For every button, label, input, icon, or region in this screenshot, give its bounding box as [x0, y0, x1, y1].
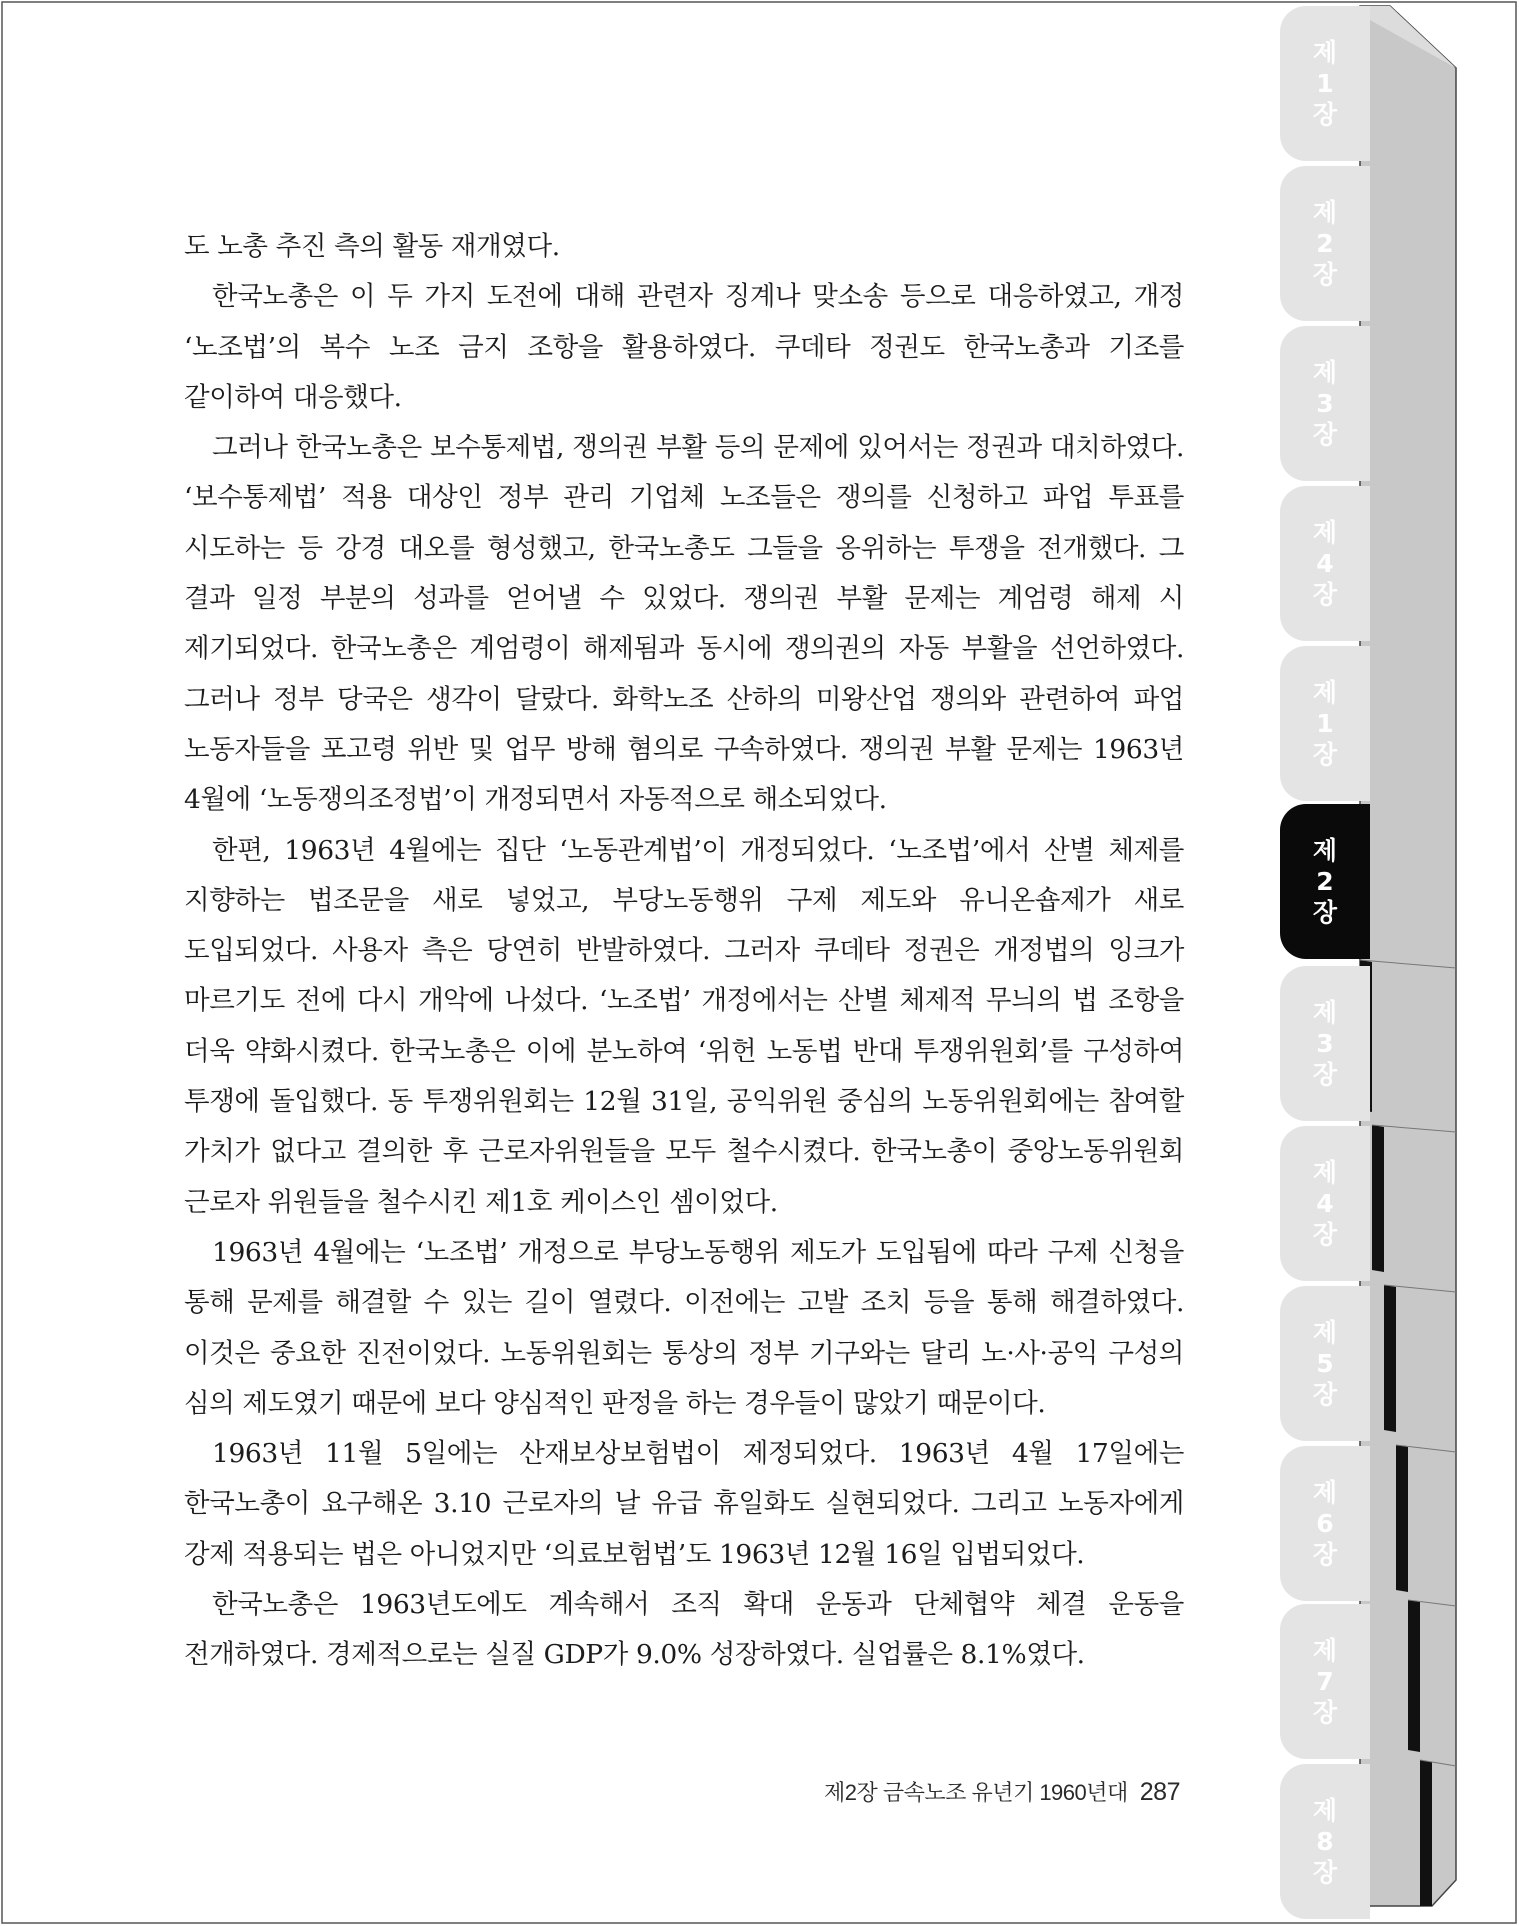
tab-char-bottom: 장: [1312, 260, 1338, 289]
chapter-tab[interactable]: [1280, 1126, 1370, 1281]
tab-char-top: 제: [1312, 358, 1338, 387]
tab-char-bottom: 장: [1312, 1858, 1338, 1887]
tab-char-bottom: 장: [1312, 1698, 1338, 1727]
tab-char-num: 2: [1316, 867, 1334, 896]
tab-char-bottom: 장: [1312, 100, 1338, 129]
tab-char-num: 7: [1316, 1667, 1334, 1696]
tab-char-num: 3: [1316, 389, 1334, 418]
running-title: 제2장 금속노조 유년기 1960년대: [823, 1780, 1128, 1805]
chapter-tab[interactable]: [1280, 486, 1370, 641]
tab-char-num: 4: [1316, 1189, 1334, 1218]
body-text: [184, 222, 1184, 1681]
tab-char-top: 제: [1312, 1158, 1338, 1187]
chapter-tab[interactable]: [1280, 1604, 1370, 1759]
tab-char-num: 1: [1316, 709, 1334, 738]
chapter-tab[interactable]: [1280, 1446, 1370, 1601]
tab-char-bottom: 장: [1312, 580, 1338, 609]
page-footer: [790, 1776, 1180, 1807]
tab-char-top: 제: [1312, 198, 1338, 227]
tab-char-bottom: 장: [1312, 1060, 1338, 1089]
tab-char-bottom: 장: [1312, 740, 1338, 769]
paragraph: 그러나 한국노총은 보수통제법, 쟁의권 부활 등의 문제에 있어서는 정권과 대치하였다. ‘보수통제법’ 적용 대상인 정부 관리 기업체 노조들은 쟁의를 신청하고 파업 투표를 시도하는 등 강경 대오를 형성했고, 한국노총도 그들을 옹위하는 투쟁을 전개했다. 그 결과 일정 부분의 성과를 얻어낼 수 있었다. 쟁의권 부활 문제는 계엄령 해제 시 제기되었다. 한국노총은 계엄령이 해제됨과 동시에 쟁의권의 자동 부활을 선언하였다. 그러나 정부 당국은 생각이 달랐다. 화학노조 산하의 미왕산업 쟁의와 관련하여 파업 노동자들을 포고령 위반 및 업무 방해 혐의로 구속하였다. 쟁의권 부활 문제는 1963년 4월에 ‘노동쟁의조정법’이 개정되면서 자동적으로 해소되었다.: [184, 432, 1184, 816]
tab-char-top: 제: [1312, 518, 1338, 547]
chapter-tab[interactable]: [1280, 646, 1370, 801]
tab-char-top: 제: [1312, 1318, 1338, 1347]
chapter-tab[interactable]: [1280, 326, 1370, 481]
tab-char-num: 3: [1316, 1029, 1334, 1058]
tab-char-top: 제: [1312, 678, 1338, 707]
paragraph: 1963년 4월에는 ‘노조법’ 개정으로 부당노동행위 제도가 도입됨에 따라 구제 신청을 통해 문제를 해결할 수 있는 길이 열렸다. 이전에는 고발 조치 등을 통해 해결하였다. 이것은 중요한 진전이었다. 노동위원회는 통상의 정부 기구와는 달리 노·사·공익 구성의 심의 제도였기 때문에 보다 양심적인 판정을 하는 경우들이 많았기 때문이다.: [184, 1236, 1184, 1419]
chapter-tab-active[interactable]: [1280, 804, 1370, 959]
tab-char-num: 2: [1316, 229, 1334, 258]
paragraph: 한국노총은 이 두 가지 도전에 대해 관련자 징계나 맞소송 등으로 대응하였고, 개정 ‘노조법’의 복수 노조 금지 조항을 활용하였다. 쿠데타 정권도 한국노총과 기조를 같이하여 대응했다.: [184, 281, 1184, 413]
tab-char-bottom: 장: [1312, 420, 1338, 449]
tab-char-num: 5: [1316, 1349, 1334, 1378]
chapter-tab[interactable]: [1280, 966, 1370, 1121]
tab-char-num: 6: [1316, 1509, 1334, 1538]
chapter-tab[interactable]: [1280, 1286, 1370, 1441]
page-number: 287: [1139, 1778, 1180, 1806]
paragraph: 1963년 11월 5일에는 산재보상보험법이 제정되었다. 1963년 4월 17일에는 한국노총이 요구해온 3.10 근로자의 날 유급 휴일화도 실현되었다. 그리고 노동자에게 강제 적용되는 법은 아니었지만 ‘의료보험법’도 1963년 12월 16일 입법되었다.: [184, 1438, 1184, 1570]
paragraph: 한편, 1963년 4월에는 집단 ‘노동관계법’이 개정되었다. ‘노조법’에서 산별 체제를 지향하는 법조문을 새로 넣었고, 부당노동행위 구제 제도와 유니온숍제가 새로 도입되었다. 사용자 측은 당연히 반발하였다. 그러자 쿠데타 정권은 개정법의 잉크가 마르기도 전에 다시 개악에 나섰다. ‘노조법’ 개정에서는 산별 체제적 무늬의 법 조항을 더욱 약화시켰다. 한국노총은 이에 분노하여 ‘위헌 노동법 반대 투쟁위원회’를 구성하여 투쟁에 돌입했다. 동 투쟁위원회는 12월 31일, 공익위원 중심의 노동위원회에는 참여할 가치가 없다고 결의한 후 근로자위원들을 모두 철수시켰다. 한국노총이 중앙노동위원회 근로자 위원들을 철수시킨 제1호 케이스인 셈이었다.: [184, 834, 1184, 1218]
tab-char-top: 제: [1312, 998, 1338, 1027]
tab-char-num: 1: [1316, 69, 1334, 98]
tab-char-top: 제: [1312, 1636, 1338, 1665]
chapter-tab[interactable]: [1280, 1764, 1370, 1919]
tab-char-top: 제: [1312, 1796, 1338, 1825]
paragraph: 도 노총 추진 측의 활동 재개였다.: [184, 231, 560, 262]
tab-char-num: 4: [1316, 549, 1334, 578]
paragraph: 한국노총은 1963년도에도 계속해서 조직 확대 운동과 단체협약 체결 운동을 전개하였다. 경제적으로는 실질 GDP가 9.0% 성장하였다. 실업률은 8.1%였다.: [184, 1589, 1184, 1671]
tab-char-top: 제: [1312, 1478, 1338, 1507]
chapter-tab[interactable]: [1280, 166, 1370, 321]
tab-char-num: 8: [1316, 1827, 1334, 1856]
tab-char-bottom: 장: [1312, 898, 1338, 927]
tab-char-top: 제: [1312, 38, 1338, 67]
tab-char-bottom: 장: [1312, 1540, 1338, 1569]
tab-char-bottom: 장: [1312, 1380, 1338, 1409]
tab-char-top: 제: [1312, 836, 1338, 865]
chapter-tab[interactable]: [1280, 6, 1370, 161]
tab-char-bottom: 장: [1312, 1220, 1338, 1249]
